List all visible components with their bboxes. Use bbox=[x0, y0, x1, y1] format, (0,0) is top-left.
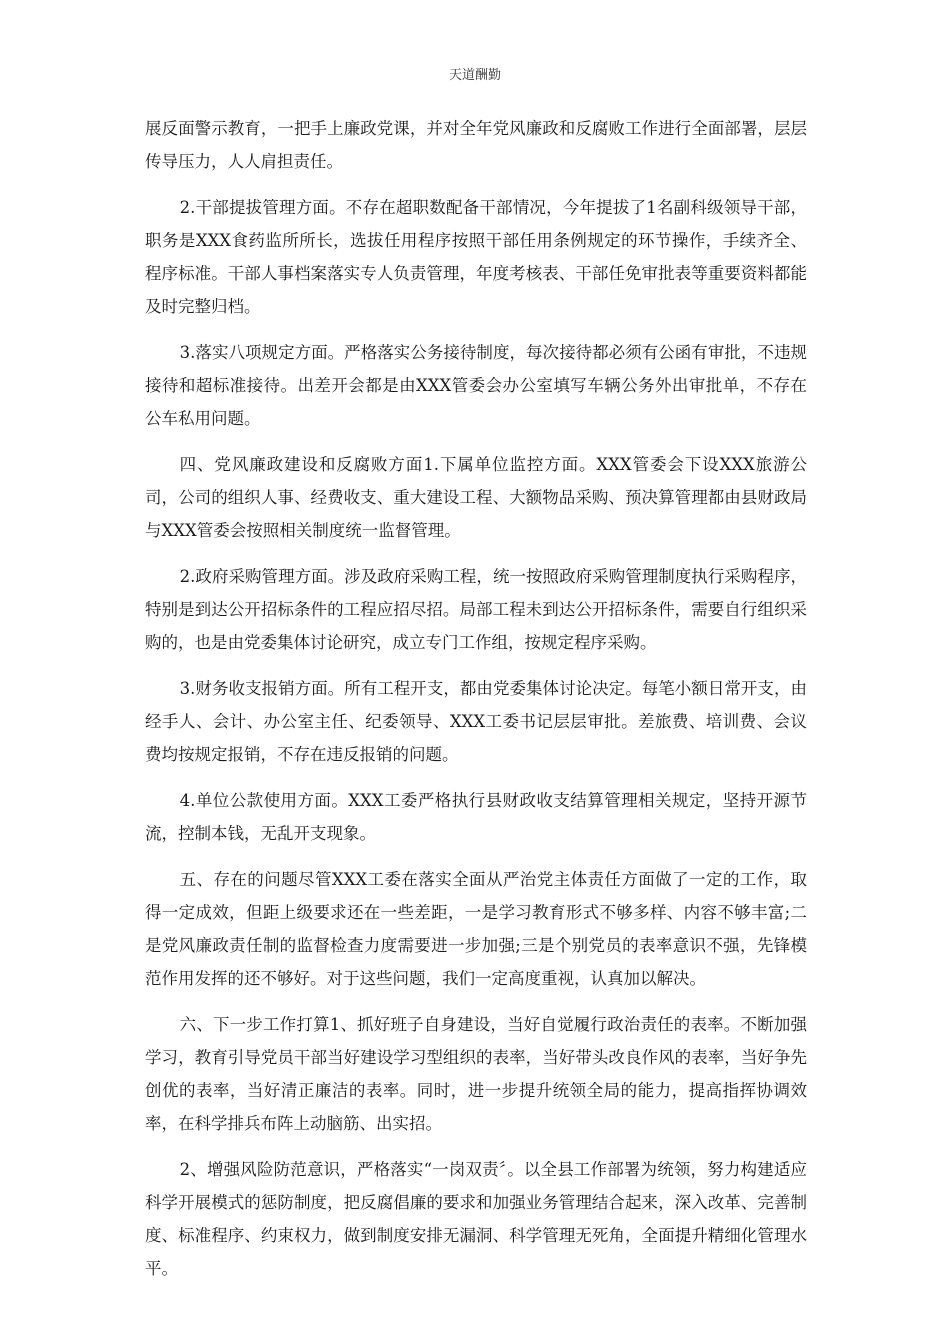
paragraph-public-funds: 4.单位公款使用方面。XXX工委严格执行县财政收支结算管理相关规定，坚持开源节流，控制本钱，无乱开支现象。 bbox=[145, 791, 807, 843]
document-body bbox=[145, 112, 807, 1298]
paragraph-continuation: 展反面警示教育，一把手上廉政党课，并对全年党风廉政和反腐败工作进行全面部署，层层传导压力，人人肩担责任。 bbox=[145, 119, 807, 171]
paragraph-risk-prevention: 2、增强风险防范意识，严格落实“一岗双责〞。以全县工作部署为统领，努力构建适应科学开展模式的惩防制度，把反腐倡廉的要求和加强业务管理结合起来，深入改革、完善制度、标准程序、约束权力，做到制度安排无漏洞、科学管理无死角，全面提升精细化管理水平。 bbox=[145, 1160, 807, 1278]
page-header: 天道酬勤 bbox=[448, 68, 501, 83]
paragraph-finance-reimbursement: 3.财务收支报销方面。所有工程开支，都由党委集体讨论决定。每笔小额日常开支，由经手人、会计、办公室主任、纪委领导、XXX工委书记层层审批。差旅费、培训费、会议费均按规定报销，不存在违反报销的问题。 bbox=[145, 679, 807, 764]
paragraph-eight-rules: 3.落实八项规定方面。严格落实公务接待制度，每次接待都必须有公函有审批，不违规接待和超标准接待。出差开会都是由XXX管委会办公室填写车辆公务外出审批单，不存在公车私用问题。 bbox=[145, 343, 807, 428]
paragraph-next-steps: 六、下一步工作打算1、抓好班子自身建设，当好自觉履行政治责任的表率。不断加强学习，教育引导党员干部当好建设学习型组织的表率，当好带头改良作风的表率，当好争先创优的表率，当好清正廉洁的表率。同时，进一步提升统领全局的能力，提高指挥协调效率，在科学排兵布阵上动脑筋、出实招。 bbox=[145, 1015, 807, 1133]
paragraph-problems: 五、存在的问题尽管XXX工委在落实全面从严治党主体责任方面做了一定的工作，取得一定成效，但距上级要求还在一些差距，一是学习教育形式不够多样、内容不够丰富;二是党风廉政责任制的监督检查力度需要进一步加强;三是个别党员的表率意识不强，先锋模范作用发挥的还不够好。对于这些问题，我们一定高度重视，认真加以解决。 bbox=[145, 870, 807, 988]
paragraph-cadre-promotion: 2.干部提拔管理方面。不存在超职数配备干部情况，今年提拔了1名副科级领导干部，职务是XXX食药监所所长，选拔任用程序按照干部任用条例规定的环节操作，手续齐全、程序标准。干部人事档案落实专人负责管理，年度考核表、干部任免审批表等重要资料都能及时完整归档。 bbox=[145, 198, 807, 316]
paragraph-subordinate-monitoring: 四、党风廉政建设和反腐败方面1.下属单位监控方面。XXX管委会下设XXX旅游公司，公司的组织人事、经费收支、重大建设工程、大额物品采购、预决算管理都由县财政局与XXX管委会按照相关制度统一监督管理。 bbox=[145, 455, 807, 540]
paragraph-procurement: 2.政府采购管理方面。涉及政府采购工程，统一按照政府采购管理制度执行采购程序，特别是到达公开招标条件的工程应招尽招。局部工程未到达公开招标条件，需要自行组织采购的，也是由党委集体讨论研究，成立专门工作组，按规定程序采购。 bbox=[145, 567, 807, 652]
